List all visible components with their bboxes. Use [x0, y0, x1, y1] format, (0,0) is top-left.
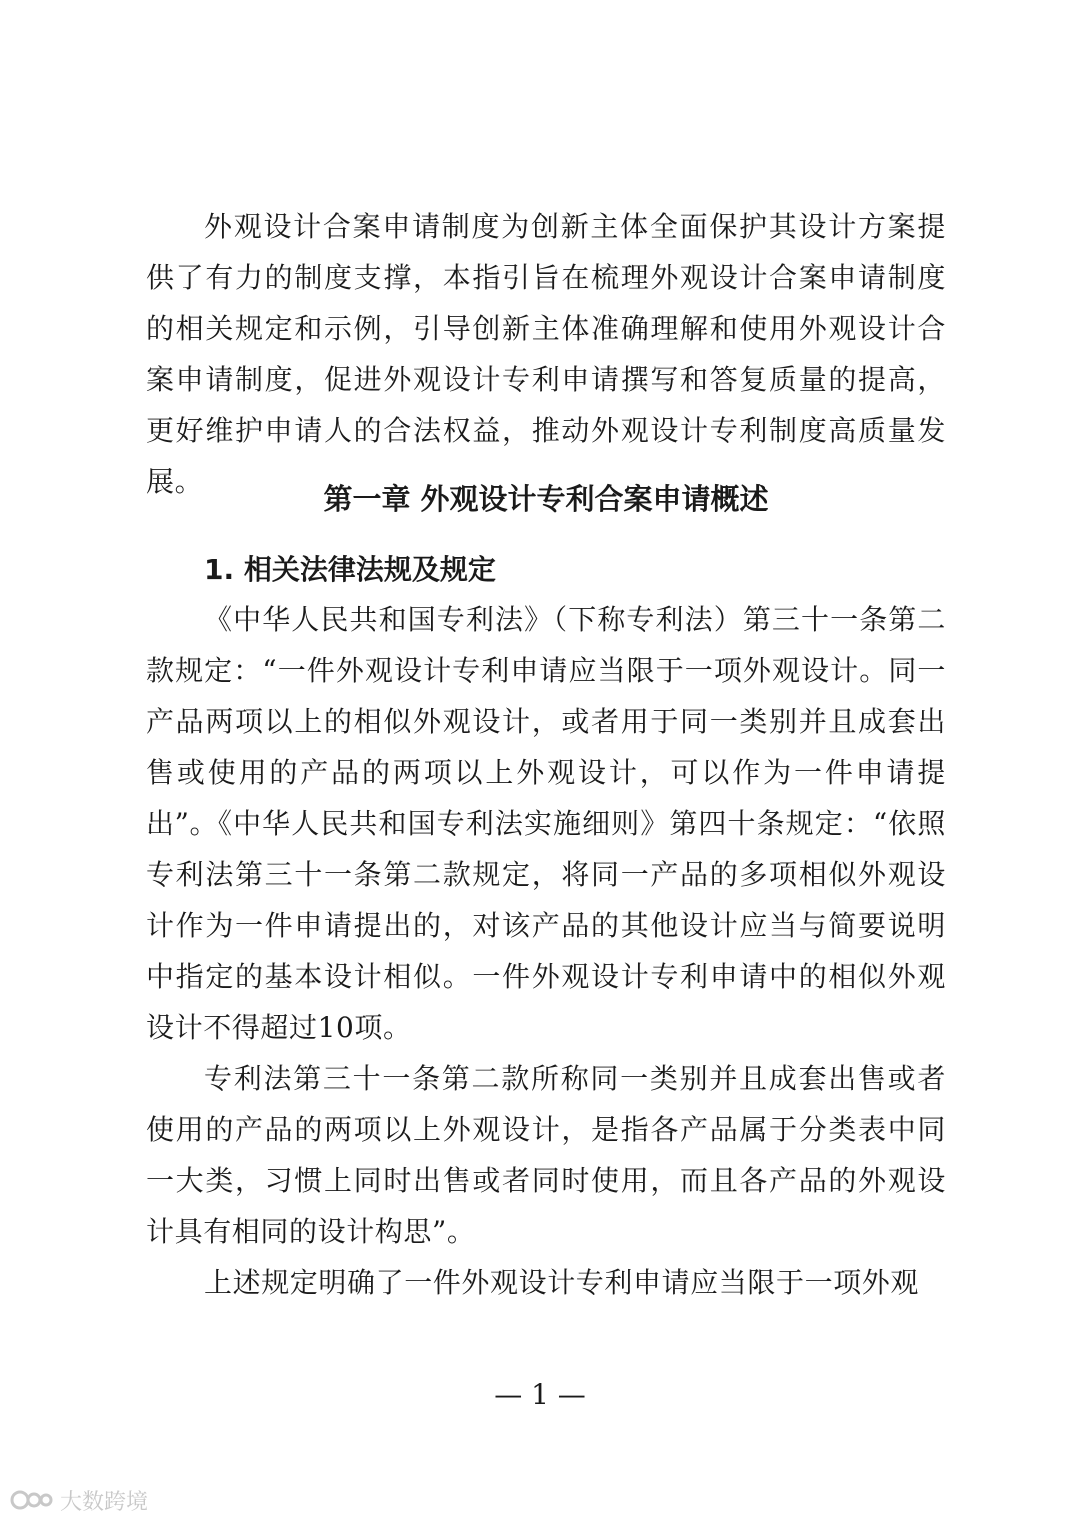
- chapter-title: 第一章 外观设计专利合案申请概述: [323, 482, 769, 516]
- intro-paragraph: 外观设计合案申请制度为创新主体全面保护其设计方案提供了有力的制度支撑，本指引旨在梳理外观设计合案申请制度的相关规定和示例，引导创新主体准确理解和使用外观设计合案申请制度，促进外观设计专利申请撰写和答复质量的提高，更好维护申请人的合法权益，推动外观设计专利制度高质量发展。: [146, 210, 946, 498]
- watermark-text: 大数跨境: [60, 1489, 149, 1515]
- watermark: [10, 1482, 148, 1518]
- law-paragraph-1: 《中华人民共和国专利法》（下称专利法）第三十一条第二款规定：“一件外观设计专利申请应当限于一项外观设计。同一产品两项以上的相似外观设计，或者用于同一类别并且成套出售或使用的产品的两项以上外观设计，可以作为一件申请提出”。: [146, 603, 946, 840]
- section-title: 1. 相关法律法规及规定: [204, 553, 496, 586]
- law-paragraph-3: 专利法第三十一条第二款所称同一类别并且成套出售或者使用的产品的两项以上外观设计，是指各产品属于分类表中同一大类，习惯上同时出售或者同时使用，而且各产品的外观设计具有相同的设计构思”。: [146, 1062, 946, 1248]
- page-number: — 1 —: [494, 1378, 586, 1411]
- law-paragraph-2: 《中华人民共和国专利法实施细则》第四十条规定：“依照专利法第三十一条第二款规定，将同一产品的多项相似外观设计作为一件申请提出的，对该产品的其他设计应当与简要说明中指定的基本设计相似。一件外观设计专利申请中的相似外观设计不得超过10项。: [146, 807, 946, 1044]
- law-paragraph-4: 上述规定明确了一件外观设计专利申请应当限于一项外观: [204, 1266, 920, 1299]
- watermark-logo-icon: [10, 1486, 54, 1514]
